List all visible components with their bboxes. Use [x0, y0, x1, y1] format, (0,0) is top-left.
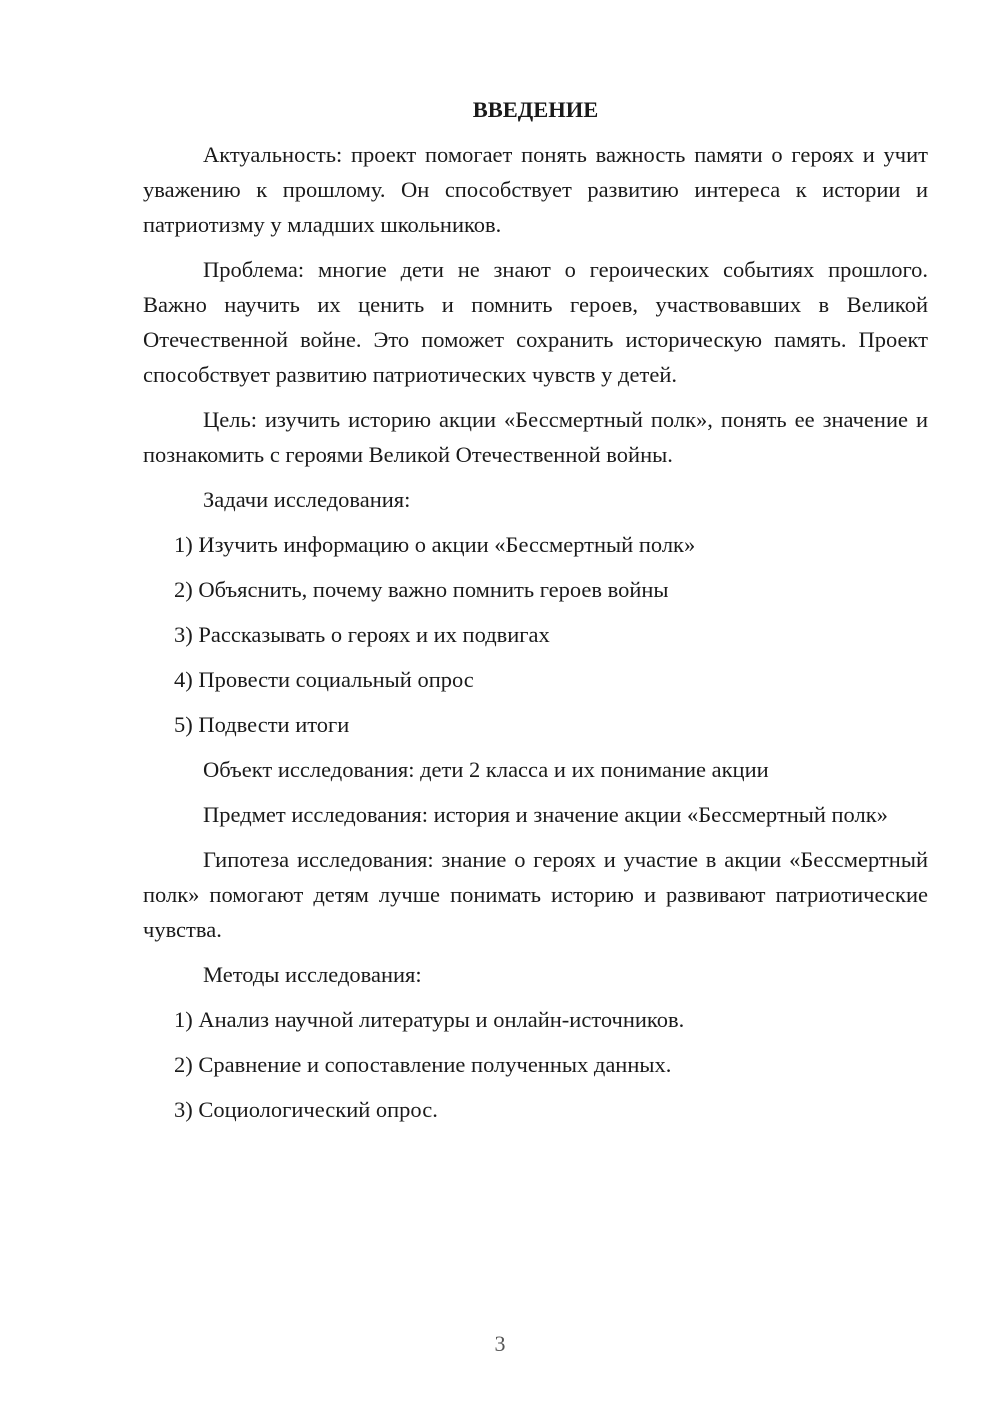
list-item: 1) Анализ научной литературы и онлайн-источников.: [174, 1007, 685, 1032]
list-item: 3) Социологический опрос.: [174, 1097, 438, 1122]
list-item: 3) Рассказывать о героях и их подвигах: [174, 622, 550, 647]
problem-paragraph: Проблема: многие дети не знают о героических событиях прошлого. Важно научить их ценить и помнить героев, участвовавших в Великой Отечественной войне. Это поможет сохранить историческую память. Проект способствует развитию патриотических чувств у детей.: [143, 257, 928, 387]
hypothesis-paragraph: Гипотеза исследования: знание о героях и участие в акции «Бессмертный полк» помогают детям лучше понимать историю и развивают патриотические чувства.: [143, 847, 928, 942]
object-paragraph: Объект исследования: дети 2 класса и их понимание акции: [203, 757, 769, 782]
list-item: 5) Подвести итоги: [174, 712, 350, 737]
methods-heading: Методы исследования:: [203, 962, 422, 987]
methods-list: [143, 1002, 928, 1127]
list-item: 2) Сравнение и сопоставление полученных данных.: [174, 1052, 672, 1077]
subject-paragraph: Предмет исследования: история и значение акции «Бессмертный полк»: [203, 802, 888, 827]
goal-paragraph: Цель: изучить историю акции «Бессмертный полк», понять ее значение и познакомить с героями Великой Отечественной войны.: [143, 407, 928, 467]
tasks-heading: Задачи исследования:: [203, 487, 411, 512]
relevance-paragraph: Актуальность: проект помогает понять важность памяти о героях и учит уважению к прошлому. Он способствует развитию интереса к истории и патриотизму у младших школьников.: [143, 142, 928, 237]
tasks-list: [143, 527, 928, 742]
section-title: ВВЕДЕНИЕ: [472, 97, 599, 122]
list-item: 4) Провести социальный опрос: [174, 667, 474, 692]
page-number: 3: [494, 1331, 506, 1356]
list-item: 1) Изучить информацию о акции «Бессмертный полк»: [174, 532, 696, 557]
list-item: 2) Объяснить, почему важно помнить героев войны: [174, 577, 669, 602]
document-page: [143, 92, 928, 1137]
